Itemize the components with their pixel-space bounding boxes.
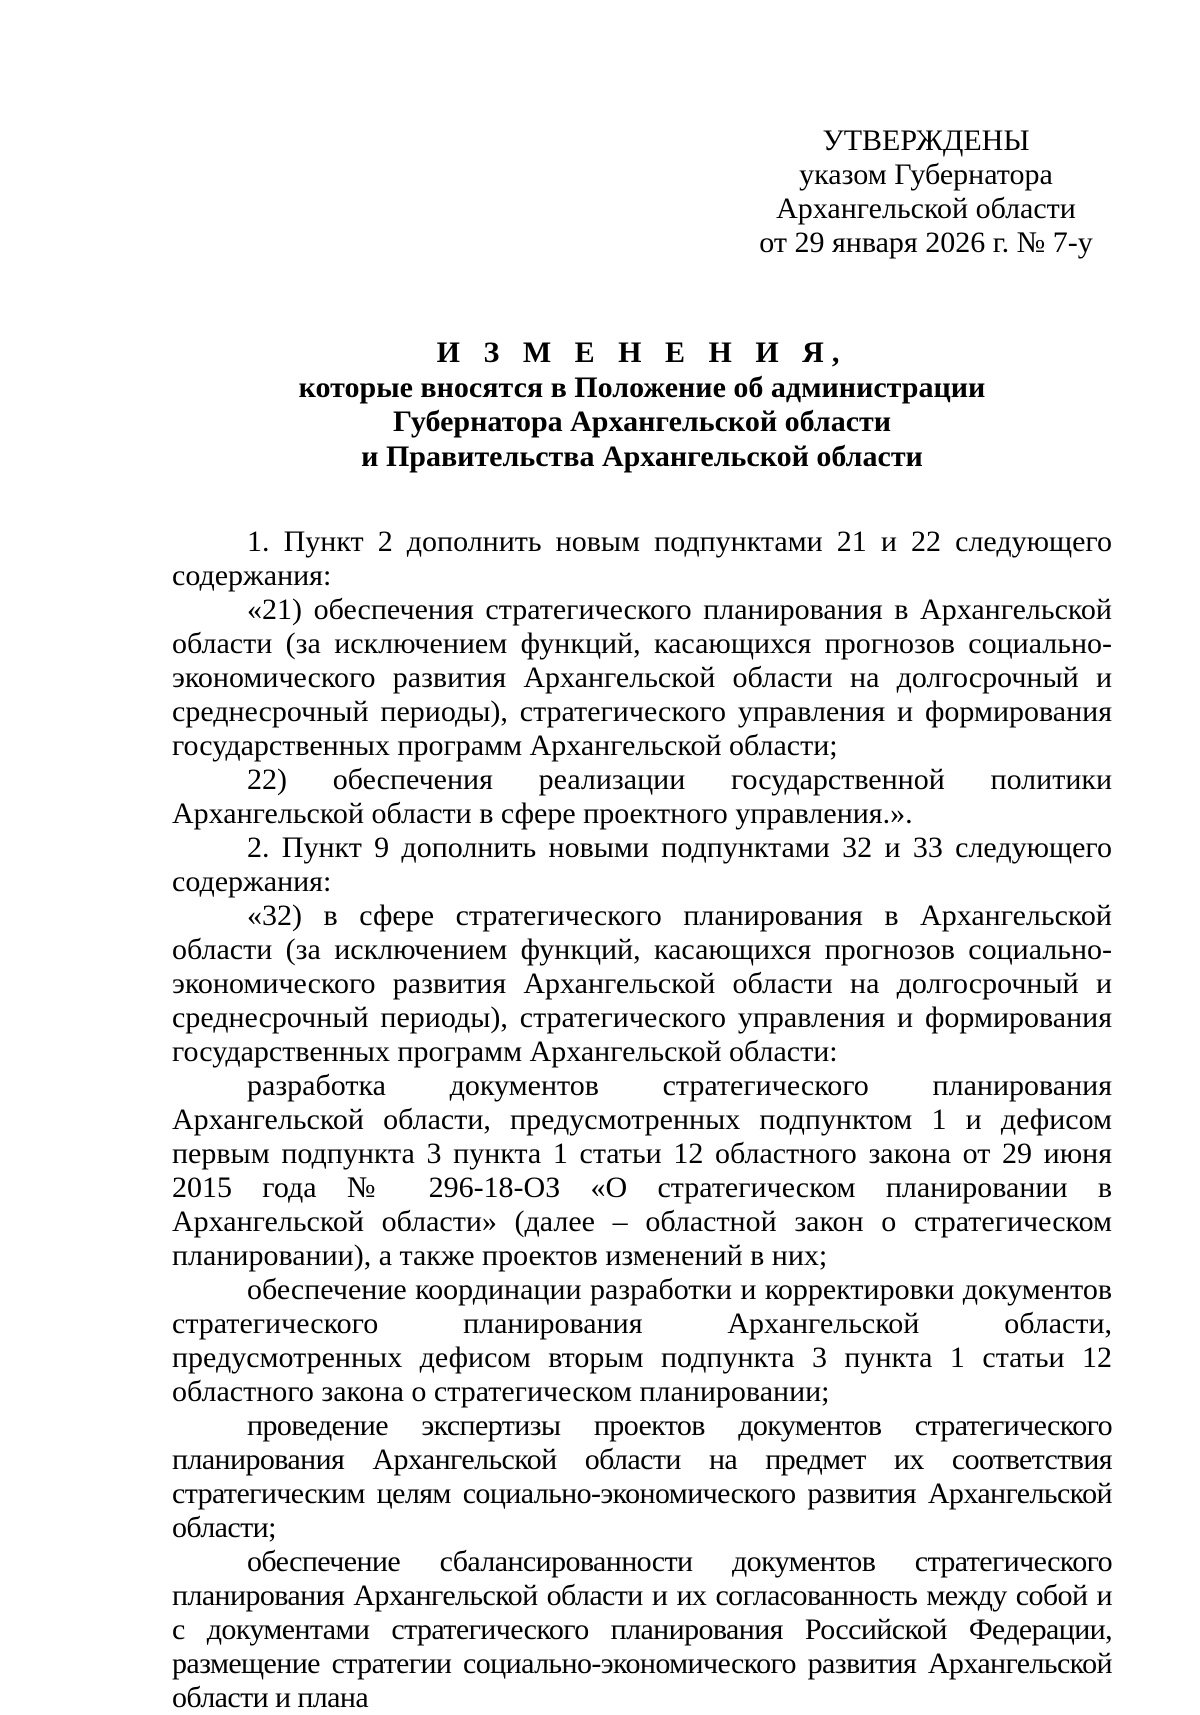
paragraph: обеспечение сбалансированности документов стратегического планирования Архангельской области и их согласованность между собой и с документами стратегического планирования Российской Федерации, размещение стратегии социально-экономического развития Архангельской области и плана (172, 1545, 1112, 1714)
paragraph: 1. Пункт 2 дополнить новым подпунктами 21 и 22 следующего содержания: (172, 525, 1112, 592)
paragraph: обеспечение координации разработки и корректировки документов стратегического планирования Архангельской области, предусмотренных дефисом вторым подпункта 3 пункта 1 статьи 12 областного закона о стратегическом планировании; (172, 1273, 1112, 1408)
paragraph: «21) обеспечения стратегического планирования в Архангельской области (за исключением функций, касающихся прогнозов социально-экономического развития Архангельской области на долгосрочный и среднесрочный периоды), стратегического управления и формирования государственных программ Архангельской области; (172, 593, 1112, 762)
title-line-1: которые вносятся в Положение об администрации (298, 370, 986, 404)
title-line-3: и Правительства Архангельской области (361, 439, 923, 473)
paragraph: «32) в сфере стратегического планирования в Архангельской области (за исключением функций, касающихся прогнозов социально-экономического развития Архангельской области на долгосрочный и среднесрочный периоды), стратегического управления и формирования государственных программ Архангельской области: (172, 899, 1112, 1068)
document-body (172, 525, 1112, 1715)
document-title (172, 336, 1112, 474)
paragraph: проведение экспертизы проектов документов стратегического планирования Архангельской области на предмет их соответствия стратегическим целям социально-экономического развития Архангельской области; (172, 1409, 1112, 1544)
approval-title: УТВЕРЖДЕНЫ (822, 124, 1030, 157)
paragraph: 2. Пункт 9 дополнить новыми подпунктами 32 и 33 следующего содержания: (172, 831, 1112, 898)
approval-region: Архангельской области (776, 192, 1076, 225)
paragraph: 22) обеспечения реализации государственной политики Архангельской области в сфере проектного управления.». (172, 763, 1112, 830)
approval-stamp (746, 124, 1106, 260)
paragraph: разработка документов стратегического планирования Архангельской области, предусмотренных подпунктом 1 и дефисом первым подпункта 3 пункта 1 статьи 12 областного закона от 29 июня 2015 года № 296-18-ОЗ «О стратегическом планировании в Архангельской области» (далее – областной закон о стратегическом планировании), а также проектов изменений в них; (172, 1069, 1112, 1272)
title-line-2: Губернатора Архангельской области (392, 405, 892, 438)
approval-date: от 29 января 2026 г. № 7-у (759, 226, 1093, 259)
title-heading: И З М Е Н Е Н И Я, (436, 336, 848, 369)
approval-by: указом Губернатора (799, 158, 1053, 191)
